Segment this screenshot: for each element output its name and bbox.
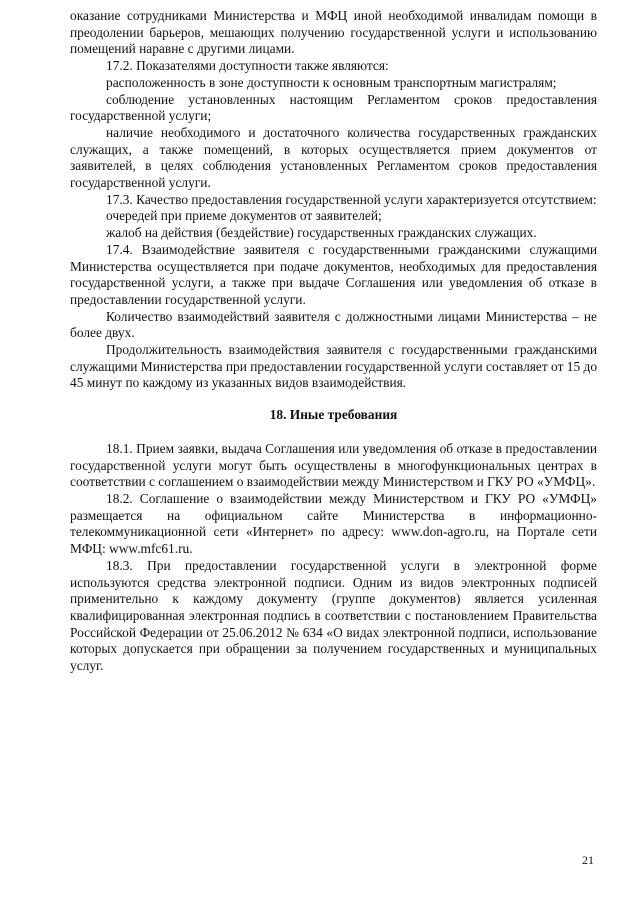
paragraph-18-2: 18.2. Соглашение о взаимодействии между Министерством и ГКУ РО «УМФЦ» размещается на официальном сайте Министерства в информационно-телекоммуникационной сети «Интернет» по адресу: www.don-agro.ru, на Портале сети МФЦ: www.mfc61.ru. bbox=[70, 490, 597, 557]
list-item: жалоб на действия (бездействие) государственных гражданских служащих. bbox=[106, 225, 537, 241]
paragraph-17-3: 17.3. Качество предоставления государственной услуги характеризуется отсутствием: bbox=[106, 191, 597, 207]
page-number: 21 bbox=[582, 853, 594, 867]
list-item: очередей при приеме документов от заявителей; bbox=[106, 208, 382, 224]
section-18-heading: 18. Иные требования bbox=[269, 407, 398, 423]
list-item: наличие необходимого и достаточного количества государственных гражданских служащих, а также помещений, в которых осуществляется прием документов от заявителей, в целях соблюдения установленных Регламентом сроков предоставления государственной услуги. bbox=[70, 124, 597, 191]
list-item: соблюдение установленных настоящим Регламентом сроков предоставления государственной услуги; bbox=[70, 91, 597, 124]
paragraph-17-4: 17.4. Взаимодействие заявителя с государственными гражданскими служащими Министерства осуществляется при подаче документов, необходимых для предоставления государственной услуги, а также при выдаче Соглашения или уведомления об отказе в предоставлении государственной услуги. bbox=[70, 241, 597, 307]
paragraph-18-3: 18.3. При предоставлении государственной услуги в электронной форме используются средства электронной подписи. Одним из видов электронных подписей применительно к каждому документу (группе документов) является усиленная квалифицированная электронная подпись в соответствии с постановлением Правительства Российской Федерации от 25.06.2012 № 634 «О видах электронной подписи, использование которых допускается при обращении за получением государственных и муниципальных услуг. bbox=[70, 557, 597, 674]
paragraph-continuation: оказание сотрудниками Министерства и МФЦ иной необходимой инвалидам помощи в преодолении барьеров, мешающих получению государственной услуги и использованию помещений наравне с другими лицами. bbox=[70, 8, 597, 57]
list-item: расположенность в зоне доступности к основным транспортным магистралям; bbox=[106, 74, 557, 90]
paragraph-17-2: 17.2. Показателями доступности также являются: bbox=[106, 58, 389, 74]
paragraph-17-4-count: Количество взаимодействий заявителя с должностными лицами Министерства – не более двух. bbox=[70, 308, 597, 341]
paragraph-18-1: 18.1. Прием заявки, выдача Соглашения или уведомления об отказе в предоставлении государственной услуги могут быть осуществлены в многофункциональных центрах в соответствии с соглашением о взаимодействии между Министерством и ГКУ РО «УМФЦ». bbox=[70, 440, 597, 490]
paragraph-17-4-duration: Продолжительность взаимодействия заявителя с государственными гражданскими служащими Министерства при предоставлении государственной услуги составляет от 15 до 45 минут по каждому из указанных видов взаимодействия. bbox=[70, 342, 598, 391]
document-body bbox=[70, 8, 597, 675]
